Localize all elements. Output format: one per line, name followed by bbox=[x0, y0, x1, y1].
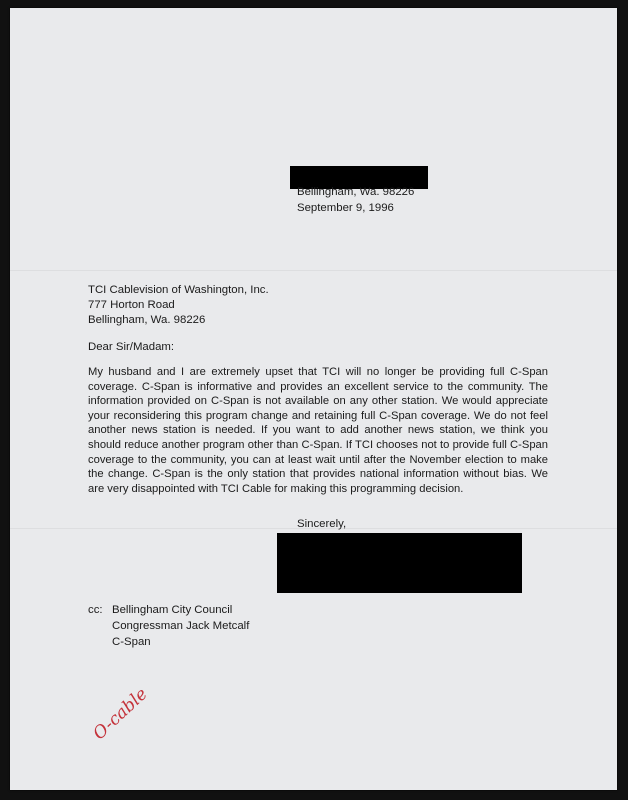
recipient-line-2: 777 Horton Road bbox=[88, 299, 175, 311]
letter-date: September 9, 1996 bbox=[297, 202, 394, 214]
page-fold bbox=[10, 270, 617, 271]
cc-recipient: Bellingham City Council bbox=[112, 604, 233, 616]
sender-city-line: Bellingham, Wa. 98226 bbox=[297, 186, 415, 198]
cc-recipient: Congressman Jack Metcalf bbox=[112, 620, 250, 632]
letter-page bbox=[10, 8, 617, 790]
letter-body: My husband and I are extremely upset that TCI will no longer be providing full C-Span coverage. C-Span is informative and provides an excellent service to the community. The information provided on C-Span is not available on any other station. We would appreciate your reconsidering this program change and retaining full C-Span coverage. We do not feel another news station is needed. If you want to add another news station, we think you should reduce another program other than C-Span. If TCI chooses not to provide full C-Span coverage to the community, you can at least wait until after the November election to make the change. C-Span is the only station that provides national information without bias. We are very disappointed with TCI Cable for making this programming decision. bbox=[88, 366, 548, 495]
closing: Sincerely, bbox=[297, 518, 347, 530]
cc-label: cc: bbox=[88, 604, 103, 616]
cc-recipient: C-Span bbox=[112, 636, 151, 648]
salutation: Dear Sir/Madam: bbox=[88, 341, 175, 353]
handwritten-note: O-cable bbox=[89, 684, 152, 744]
recipient-line-3: Bellingham, Wa. 98226 bbox=[88, 314, 206, 326]
redacted-signature bbox=[277, 533, 522, 593]
recipient-line-1: TCI Cablevision of Washington, Inc. bbox=[88, 284, 269, 296]
